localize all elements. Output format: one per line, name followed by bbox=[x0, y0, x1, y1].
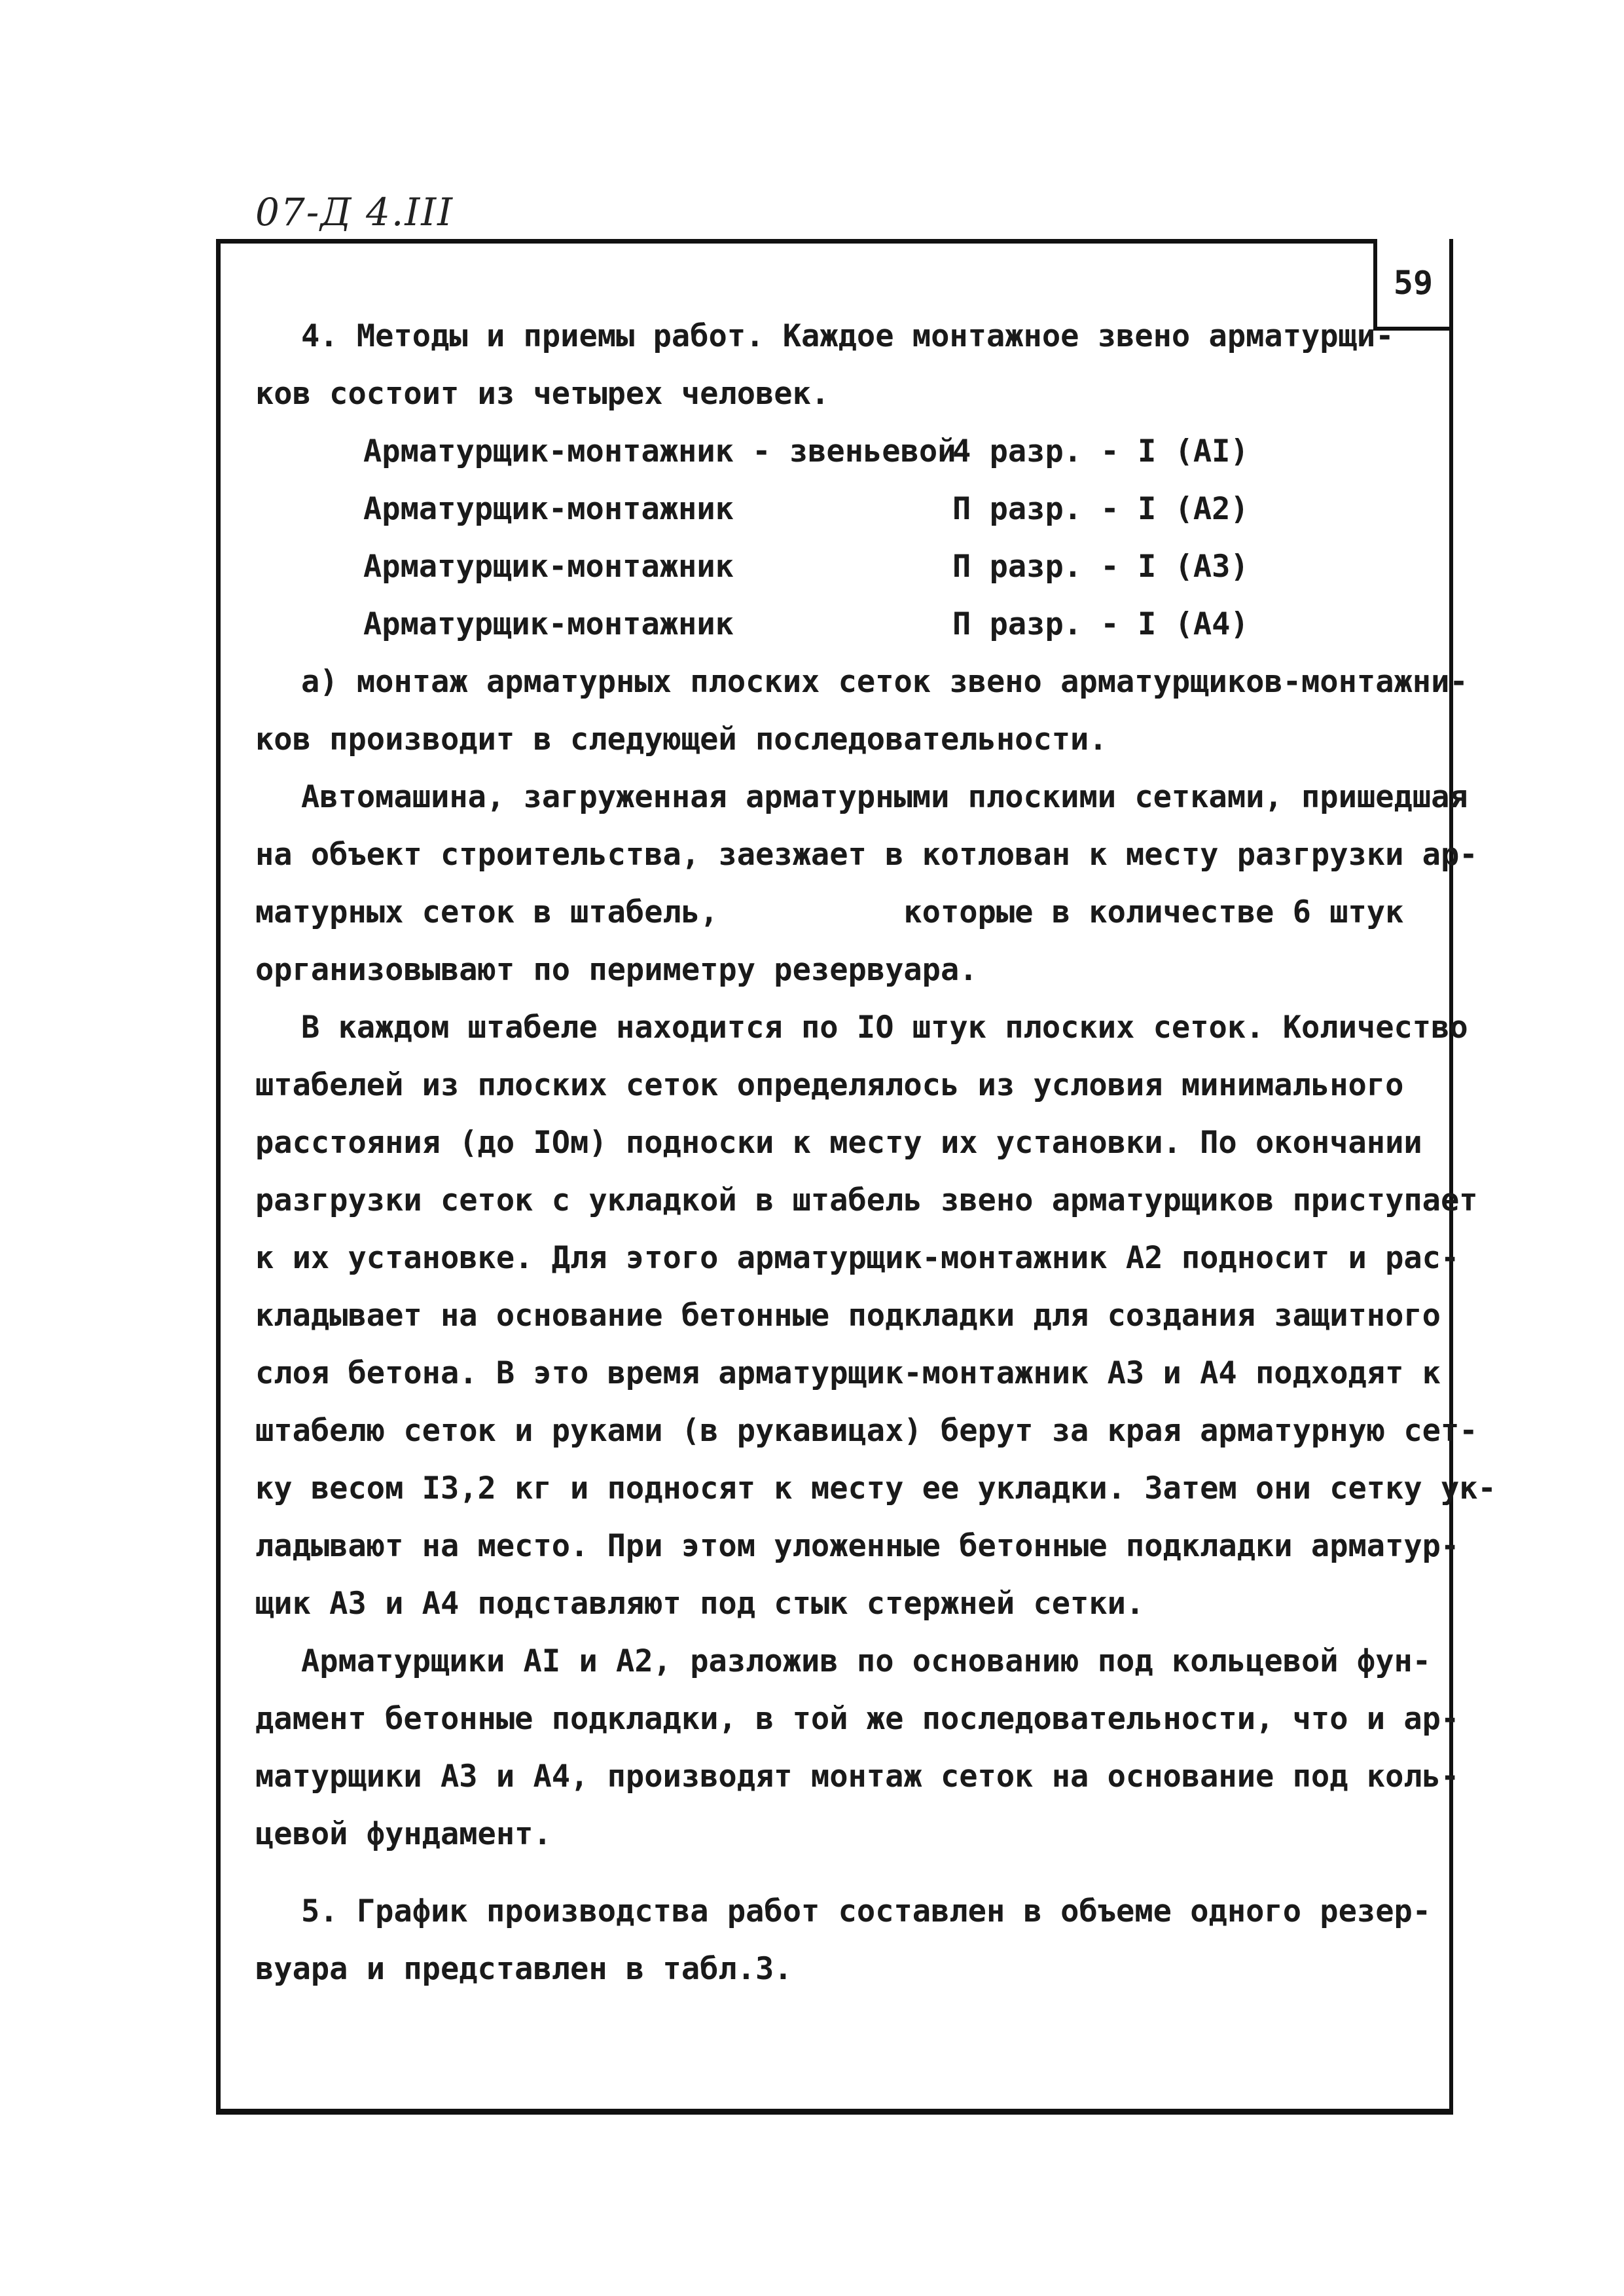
section-5 bbox=[255, 1883, 1432, 1998]
text-line: ков состоит из четырех человек. bbox=[255, 376, 830, 412]
text-line: ку весом I3,2 кг и подносят к месту ее укладки. Затем они сетку ук- bbox=[255, 1470, 1496, 1506]
text-line: слоя бетона. В это время арматурщик-монтажник А3 и А4 подходят к bbox=[255, 1355, 1441, 1391]
text-line: к их установке. Для этого арматурщик-монтажник А2 подносит и рас- bbox=[255, 1240, 1460, 1276]
paragraph-truck bbox=[255, 769, 1478, 999]
text-line: организовывают по периметру резервуара. bbox=[255, 952, 978, 988]
staff-role: Арматурщик-монтажник bbox=[363, 549, 734, 585]
text-line: ладывают на место. При этом уложенные бетонные подкладки арматур- bbox=[255, 1528, 1460, 1564]
text-line: дамент бетонные подкладки, в той же последовательности, что и ар- bbox=[255, 1701, 1460, 1737]
section-4-intro bbox=[255, 308, 1427, 423]
text-line: а) монтаж арматурных плоских сеток звено арматурщиков-монтажни- bbox=[301, 664, 1468, 700]
paragraph-stacks bbox=[255, 999, 1496, 1633]
text-line: вуара и представлен в табл.3. bbox=[255, 1951, 793, 1987]
text-line: расстояния (до IОм) подноски к месту их установки. По окончании bbox=[255, 1125, 1422, 1161]
text-line: ков производит в следующей последовательности. bbox=[255, 721, 1108, 757]
text-line: щик А3 и А4 подставляют под стык стержней сетки. bbox=[255, 1586, 1145, 1622]
text-line: штабелей из плоских сеток определялось из условия минимального bbox=[255, 1067, 1404, 1103]
text-line: Арматурщики АI и А2, разложив по основанию под кольцевой фун- bbox=[301, 1643, 1432, 1679]
text-line: кладывает на основание бетонные подкладки для создания защитного bbox=[255, 1298, 1441, 1334]
paragraph-fitters bbox=[255, 1633, 1460, 1863]
header-note: 07-Д 4.III bbox=[255, 190, 454, 234]
staff-role: Арматурщик-монтажник - звеньевой bbox=[363, 433, 956, 469]
text-line: на объект строительства, заезжает в котлован к месту разгрузки ар- bbox=[255, 837, 1478, 873]
document-body bbox=[255, 308, 1496, 1998]
staff-grade: П разр. - I (А4) bbox=[952, 606, 1249, 642]
page-number: 59 bbox=[1373, 239, 1453, 331]
text-line: матурщики А3 и А4, производят монтаж сеток на основание под коль- bbox=[255, 1758, 1460, 1795]
text-line: 5. График производства работ составлен в объеме одного резер- bbox=[301, 1893, 1432, 1929]
staff-role: Арматурщик-монтажник bbox=[363, 491, 734, 527]
staff-grade: П разр. - I (А3) bbox=[952, 549, 1249, 585]
text-line: штабелю сеток и руками (в рукавицах) берут за края арматурную сет- bbox=[255, 1413, 1478, 1449]
text-line: матурных сеток в штабель, которые в количестве 6 штук bbox=[255, 894, 1404, 930]
text-line: 4. Методы и приемы работ. Каждое монтажное звено арматурщи- bbox=[301, 318, 1394, 354]
section-gap bbox=[255, 1863, 1427, 1883]
staff-list bbox=[255, 423, 1427, 653]
paragraph-a bbox=[255, 653, 1468, 769]
staff-grade: П разр. - I (А2) bbox=[952, 491, 1249, 527]
staff-row bbox=[255, 423, 1427, 481]
text-line: Автомашина, загруженная арматурными плоскими сетками, пришедшая bbox=[301, 779, 1468, 815]
staff-role: Арматурщик-монтажник bbox=[363, 606, 734, 642]
text-line: цевой фундамент. bbox=[255, 1816, 552, 1852]
text-line: В каждом штабеле находится по IО штук плоских сеток. Количество bbox=[301, 1010, 1468, 1046]
staff-grade: 4 разр. - I (АI) bbox=[952, 433, 1249, 469]
staff-row bbox=[255, 596, 1427, 653]
text-line: разгрузки сеток с укладкой в штабель звено арматурщиков приступает bbox=[255, 1182, 1478, 1218]
staff-row bbox=[255, 538, 1427, 596]
staff-row bbox=[255, 481, 1427, 538]
